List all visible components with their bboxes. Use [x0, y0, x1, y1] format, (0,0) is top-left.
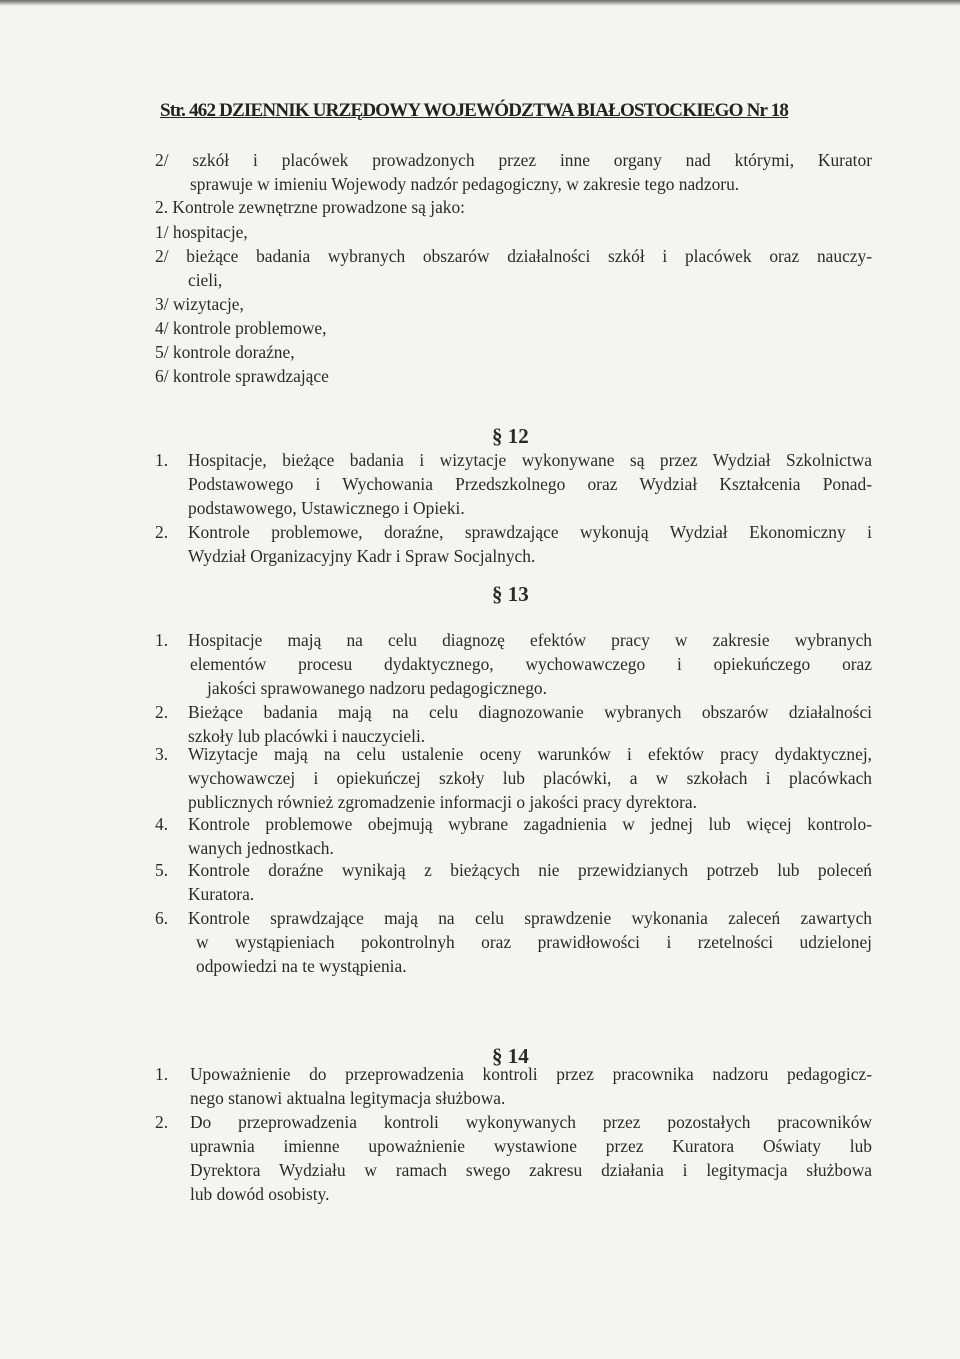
- text-line: Kuratora.: [188, 884, 255, 904]
- text-line: Do przeprowadzenia kontroli wykonywanych przez pozostałych pracowników: [190, 1112, 872, 1132]
- text-line: cieli,: [188, 270, 223, 290]
- text-line: 2. Kontrole zewnętrzne prowadzone są jako:: [155, 197, 466, 217]
- text-line: Kontrole doraźne wynikają z bieżących nie przewidzianych potrzeb lub poleceń: [188, 860, 872, 880]
- paragraph-number: 6.: [155, 908, 169, 928]
- text-line: elementów procesu dydaktycznego, wychowawczego i opiekuńczego oraz: [190, 654, 872, 674]
- text-line: Kontrole sprawdzające mają na celu sprawdzenie wykonania zaleceń zawartych: [188, 908, 872, 928]
- text-line: wychowawczej i opiekuńczej szkoły lub placówki, a w szkołach i placówkach: [188, 768, 872, 788]
- paragraph-number: 5.: [155, 860, 169, 880]
- text-line: jakości sprawowanego nadzoru pedagogicznego.: [207, 678, 547, 698]
- section-heading-12: § 12: [492, 424, 529, 448]
- text-line: Hospitacje, bieżące badania i wizytacje wykonywane są przez Wydział Szkolnictwa: [188, 450, 872, 470]
- list-item: 1/ hospitacje,: [155, 222, 248, 242]
- text-line: szkoły lub placówki i nauczycieli.: [188, 726, 426, 746]
- text-line: Podstawowego i Wychowania Przedszkolnego oraz Wydział Kształcenia Ponad-: [188, 474, 872, 494]
- text-line: wanych jednostkach.: [188, 838, 334, 858]
- scan-top-edge: [0, 0, 960, 6]
- list-item: 3/ wizytacje,: [155, 294, 244, 314]
- text-line: Hospitacje mają na celu diagnozę efektów pracy w zakresie wybranych: [188, 630, 872, 650]
- page-header: Str. 462 DZIENNIK URZĘDOWY WOJEWÓDZTWA BIAŁOSTOCKIEGO Nr 18: [160, 100, 789, 121]
- text-line: Upoważnienie do przeprowadzenia kontroli przez pracownika nadzoru pedagogicz-: [190, 1064, 872, 1084]
- list-item: 5/ kontrole doraźne,: [155, 342, 295, 362]
- text-line: Wizytacje mają na celu ustalenie oceny warunków i efektów pracy dydaktycznej,: [188, 744, 872, 764]
- text-line: Kontrole problemowe, doraźne, sprawdzające wykonują Wydział Ekonomiczny i: [188, 522, 872, 542]
- section-heading-14: § 14: [492, 1044, 529, 1068]
- paragraph-number: 1.: [155, 1064, 169, 1084]
- text-line: w wystąpieniach pokontrolnyh oraz prawidłowości i rzetelności udzielonej: [196, 932, 872, 952]
- list-item: 6/ kontrole sprawdzające: [155, 366, 329, 386]
- paragraph-number: 2.: [155, 1112, 169, 1132]
- paragraph-number: 1.: [155, 630, 169, 650]
- text-line: nego stanowi aktualna legitymacja służbowa.: [190, 1088, 506, 1108]
- text-line: Kontrole problemowe obejmują wybrane zagadnienia w jednej lub więcej kontrolo-: [188, 814, 872, 834]
- paragraph-number: 2.: [155, 522, 169, 542]
- section-heading-13: § 13: [492, 582, 529, 606]
- text-line: sprawuje w imieniu Wojewody nadzór pedagogiczny, w zakresie tego nadzoru.: [190, 174, 740, 194]
- text-line: 2/ szkół i placówek prowadzonych przez inne organy nad którymi, Kurator: [155, 150, 872, 170]
- paragraph-number: 2.: [155, 702, 169, 722]
- text-line: publicznych również zgromadzenie informacji o jakości pracy dyrektora.: [188, 792, 697, 812]
- text-line: Dyrektora Wydziału w ramach swego zakresu działania i legitymacja służbowa: [190, 1160, 872, 1180]
- text-line: Wydział Organizacyjny Kadr i Spraw Socjalnych.: [188, 546, 536, 566]
- text-line: uprawnia imienne upoważnienie wystawione przez Kuratora Oświaty lub: [190, 1136, 872, 1156]
- text-line: Bieżące badania mają na celu diagnozowanie wybranych obszarów działalności: [188, 702, 872, 722]
- text-line: odpowiedzi na te wystąpienia.: [196, 956, 407, 976]
- text-line: lub dowód osobisty.: [190, 1184, 330, 1204]
- paragraph-number: 3.: [155, 744, 169, 764]
- paragraph-number: 1.: [155, 450, 169, 470]
- text-line: podstawowego, Ustawicznego i Opieki.: [188, 498, 465, 518]
- list-item: 2/ bieżące badania wybranych obszarów działalności szkół i placówek oraz nauczy-: [155, 246, 872, 266]
- list-item: 4/ kontrole problemowe,: [155, 318, 327, 338]
- paragraph-number: 4.: [155, 814, 169, 834]
